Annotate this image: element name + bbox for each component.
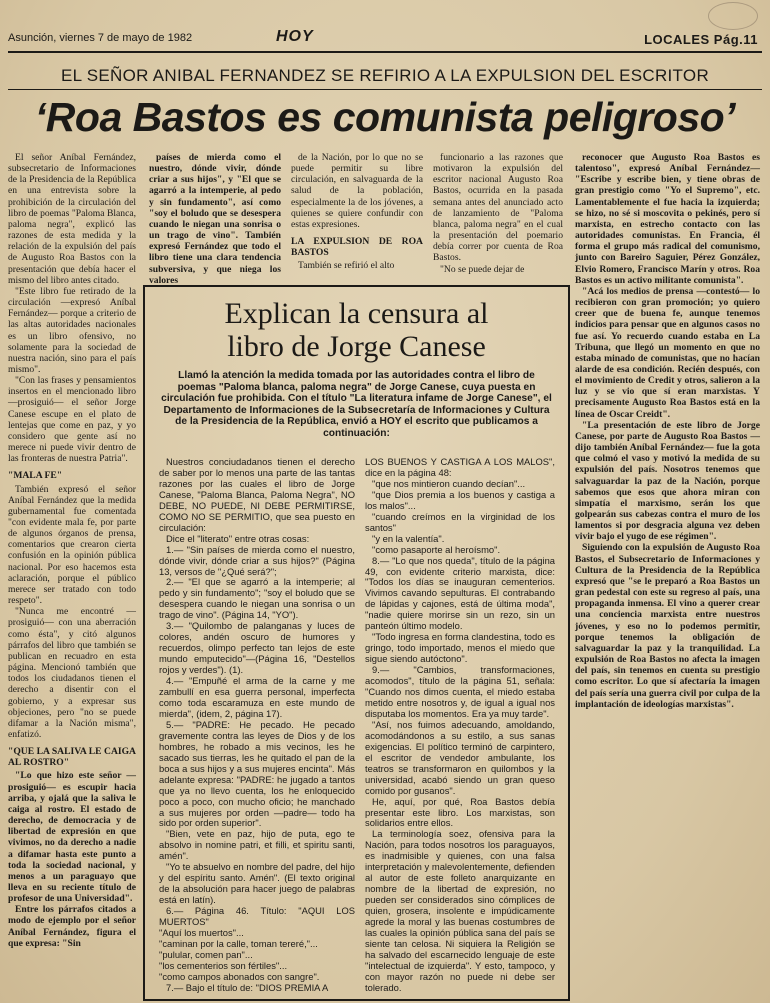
- masthead: [8, 28, 762, 50]
- paragraph: 1.— "Sin países de mierda como el nuestro, dónde vivir, dónde criar a sus hijos?" (Página 13, versos de "¿Qué será?";: [159, 543, 355, 577]
- paragraph: "que nos mintieron cuando decían"...: [372, 477, 526, 489]
- paragraph: "Yo te absuelvo en nombre del padre, del hijo y del espíritu santo. Amén". (El texto original de la absolución para hacer juego de palabras está en latín).: [159, 861, 355, 906]
- paragraph: "Este libro fue retirado de la circulación —expresó Aníbal Fernández— porque a criterio de las altas autoridades nacionales es un libro ofensivo, no solamente para la sociedad de nuestra nación, sino para el país mismo".: [8, 285, 136, 375]
- paragraph: "como pasaporte al heroísmo".: [372, 543, 501, 555]
- article-column-1: [8, 152, 136, 949]
- article-column-2: [149, 152, 281, 286]
- paragraph: "Así, nos fuimos adecuando, amoldando, acomodándonos a su estilo, a sus sanas exigencias. El político terminó de carpintero, el escritor de vendedor ambulante, los teatros se transformaron en quilombos y la universidad, acabó siendo un gran queso comido por gusanos".: [365, 718, 555, 796]
- paragraph: El señor Aníbal Fernández, subsecretario de Informaciones de la Presidencia de la República en una entrevista sobre la prohibición de la circulación del libro de poemas "Paloma Blanca, paloma negra", explicó las razones de esta medida y la relación de la expulsión del país de Augusto Roa Bastos con la presentación que debía hacer el mismo del libro antes citado.: [8, 152, 136, 286]
- masthead-rule: [8, 51, 762, 53]
- sidebar-lead: Llamó la atención la medida tomada por las autoridades contra el libro de poemas "Paloma blanca, paloma negra" de Jorge Canese, cuya puesta en circulación fue prohibida. Con el título "La literatura infame de Jorge Canese", el Departamento de Informaciones de la Subsecretaría de Informaciones y Cultura de la Presidencia de la República, envió a HOY el escrito que publicamos a continuación:: [161, 370, 552, 439]
- paragraph: LA EXPULSION DE ROA BASTOS: [291, 236, 423, 259]
- article-column-4: [433, 152, 563, 275]
- paragraph: "La presentación de este libro de Jorge Canese, por parte de Augusto Roa Bastos —dijo también Aníbal Fernández— fue la gota que colmó el vaso y motivó la medida de su expulsión del país. Nosotros tenemos que salvaguardar la paz de la Nación, porque sabemos que esos que ahora miran con simpatía el marxismo, serán los que golpearán sus cabezas contra el muro de los lamentos si por desgracia alguna vez deben vivir bajo el yugo de ese régimen".: [575, 419, 760, 543]
- paragraph: "cuando creímos en la virginidad de los santos": [365, 510, 555, 533]
- paragraph: "MALA FE": [8, 470, 63, 482]
- paragraph: "que Dios premia a los buenos y castiga a los malos"...: [365, 488, 555, 511]
- newspaper-logo: HOY: [276, 28, 314, 45]
- paragraph: reconocer que Augusto Roa Bastos es talentoso", expresó Aníbal Fernández— "Escribe y escribe bien, y tiene obras de gran prestigio como "Yo el Supremo", etc. Lamentablemente el fue hacia la izquierda; se hizo, no sé si moscovita o pekinés, pero sí marxista, en estrecho contacto con las autoridades comunistas. En Francia, él forma el grupo más radical del comunismo, junto con Bareiro Saguier, Pérez González, Elvio Romero, Francisco Marín y otros. Roa Bastos es un activo militante comunista".: [575, 152, 760, 286]
- paragraph: "los cementerios son fértiles"...: [159, 959, 288, 971]
- article-column-3: [291, 152, 423, 272]
- paragraph: "caminan por la calle, toman tereré,"...: [159, 937, 318, 949]
- paragraph: 6.— Página 46. Título: "AQUI LOS MUERTOS": [159, 905, 355, 928]
- paragraph: "Con las frases y pensamientos insertos en el mencionado libro —prosiguió— el señor Jorge Canese escupe en el plato de lentejas que come en paz, y yo considero que gente así no merece ni puede vivir dentro de las fronteras de nuestra Patria".: [8, 375, 136, 465]
- censorship-sidebar-box: [143, 285, 570, 1001]
- paragraph: 7.— Bajo el título de: "DIOS PREMIA A: [166, 981, 329, 993]
- sidebar-column-left: [159, 457, 355, 994]
- paragraph: "Bien, vete en paz, hijo de puta, ego te absolvo in nomine patri, et filli, et spiritu santi, amén".: [159, 828, 355, 862]
- sidebar-title: [145, 297, 568, 363]
- paragraph: También expresó el señor Aníbal Fernández que la medida gubernamental fue comentada "con evidente mala fe, por parte de algunos órganos de prensa, comentarios que crearon cierta confusión en la opinión pública nacional. Por eso hacemos esta aclaración, porque el público merece ser tratado con todo respeto".: [8, 483, 136, 607]
- paragraph: funcionario a las razones que motivaron la expulsión del escritor nacional Augusto Roa Bastos, ocurrida en la pasada semana antes del anunciado acto de lanzamiento de "Paloma blanca, paloma negra" en el cual la presentación del poemario debía correr por cuenta de Roa Bastos.: [433, 152, 563, 264]
- paragraph: También se refirió el alto: [298, 260, 395, 272]
- paragraph: "Lo que hizo este señor —prosiguió— es escupir hacia arriba, y ojalá que la saliva le caiga al rostro. El estado de derecho, de democracia y de libertad de expresión en que vivimos, no da derecho a nadie a difamar hasta este punto a toda la sociedad nacional, y menos a un paraguayo que lleva en su reciente título de profesor de una Universidad".: [8, 770, 136, 905]
- paragraph: "QUE LA SALIVA LE CAIGA AL ROSTRO": [8, 746, 136, 769]
- paragraph: Nuestros conciudadanos tienen el derecho de saber por lo menos una parte de las tantas razones por las cuales el libro de Jorge Canese, "Paloma Blanca, Paloma Negra", NO DEBE, NO PUEDE, NI DEBE PERMITIRSE, COMO NO SE PERMITIO, que sea puesto en circulación:: [159, 456, 355, 533]
- paragraph: Siguiendo con la expulsión de Augusto Roa Bastos, el Subsecretario de Informaciones y Cultura de la Presidencia de la República expresó que "se le preparó a Roa Bastos un gran pedestal con este su regreso al país, una propaganda inmensa. El vino a querer crear una conciencia marxista entre nuestros jóvenes, y eso no lo podemos permitir, porque tenemos la obligación de salvaguardar la paz y la tranquilidad. La expulsión de Roa Bastos no afecta la imagen del país, sin tenemos en cuenta su prestigio como escritor. Lo que sí afectaría la imagen del país sería una guerra civil por culpa de la implantación de ideologías marxistas".: [575, 542, 760, 710]
- paragraph: 5.— "PADRE: He pecado. He pecado gravemente contra las leyes de Dios y de los hombres, he robado a mis vecinos, les he sacado sus tierras, les he quitado el pan de la boca a sus hijos y a sus mujeres encinta". Más adelante expresa: "PADRE: he jugado a tantos que ya no llevo cuenta, los he enloquecido poco a poco, con mucho oficio; he manchado a sus mujeres por orden —padre— todo ha sido por orden superior".: [159, 718, 355, 829]
- masthead-date: Asunción, viernes 7 de mayo de 1982: [8, 32, 193, 44]
- paragraph: "y en la valentía".: [372, 532, 445, 544]
- paragraph: "Acá los medios de prensa —contestó— lo recibieron con gran promoción; yo quiero creer que de buena fe, aunque tenemos indicios para pensar que en algunos casos no fue así. Yo recuerdo cuando estaba en La Tribuna, que llegó un momento en que no estaba minado de comunistas, que no hacían alarde de esa condición. Recién después, con el movimiento de Credit y otros, salieron a la luz y se vio que sí eran marxistas. Y precisamente Augusto Roa Bastos está en la línea de Oscar Creidt".: [575, 285, 760, 420]
- kicker-rule: [8, 89, 762, 90]
- paragraph: países de mierda como el nuestro, dónde vivir, dónde criar a sus hijos", y "El que se agarró a la intemperie, al pedo y sin fundamento", así como "soy el boludo que se desespera cuando le niegan una sonrisa o un trago de vino". También expresó Fernández que todo el libro tiene una clara tendencia subversiva, y que niega los valores: [149, 152, 281, 286]
- paragraph: "Nunca me encontré —prosiguió— con una aberración como ésta", y citó algunos párrafos del libro que también se publican en recuadro en esta página. Mencionó también que todos los ciudadanos tienen el derecho a disentir con el gobierno, y a expresar sus objeciones, pero "no se puede difamar a la Nación misma", enfatizó.: [8, 606, 136, 740]
- paragraph: 8.— "Lo que nos queda", título de la página 49, con evidente criterio marxista, dice: "Todos los días se inauguran cementerios. Vivimos cavando sepulturas. El contrabando de lápidas y cajones, está de última moda", "nadie quiere morirse sin un rezo, sin un panteón último modelo.: [365, 554, 555, 632]
- paragraph: He, aquí, por qué, Roa Bastos debía presentar este libro. Los marxistas, son solidarios entre ellos.: [365, 795, 555, 829]
- paragraph: "No se puede dejar de: [440, 263, 525, 275]
- paragraph: Entre los párrafos citados a modo de ejemplo por el señor Aníbal Fernández, figura el que expresa: "Sin: [8, 904, 136, 949]
- paragraph: Dice el "literato" entre otras cosas:: [166, 532, 310, 544]
- paragraph: 2.— "El que se agarró a la intemperie; al pedo y sin fundamento"; "soy el boludo que se desespera cuando le niegan una sonrisa o un trago de vino". (Página 14, "YO").: [159, 576, 355, 621]
- main-headline: ‘Roa Bastos es comunista peligroso’: [34, 94, 736, 140]
- paragraph: "como campos abonados con sangre".: [159, 970, 320, 982]
- sidebar-title-line-1: Explican la censura al: [224, 297, 489, 330]
- paragraph: de la Nación, por lo que no se puede permitir su libre circulación, en salvaguarda de la salud de la población, especialmente la de los jóvenes, a quienes se quiere confundir con estas expresiones.: [291, 152, 423, 230]
- paragraph: "pulular, comen pan"...: [159, 948, 253, 960]
- article-column-5: [575, 152, 760, 710]
- section-page-label: LOCALES Pág.11: [644, 32, 758, 47]
- kicker-headline: EL SEÑOR ANIBAL FERNANDEZ SE REFIRIO A LA EXPULSION DEL ESCRITOR: [60, 66, 710, 85]
- paragraph: "Aquí los muertos"...: [159, 926, 244, 938]
- paragraph: 3.— "Quilombo de palanganas y luces de colores, andén oscuro de humores y recuerdos, olimpo perfecto tan lejos de este mundo emputecido"—(Página 16, "Destellos rojos y verdes"). (1).: [159, 620, 355, 676]
- sidebar-column-right: [365, 457, 555, 994]
- ink-stamp-mark: [708, 2, 758, 30]
- paragraph: "Todo ingresa en forma clandestina, todo es gringo, todo importado, menos el miedo que sigue siendo autóctono".: [365, 631, 555, 665]
- paragraph: 4.— "Empuñé el arma de la carne y me zambullí en esa guerra personal, imperfecta como toda escaramuza en este mundo de mierda", (idem, 2, página 17).: [159, 675, 355, 719]
- sidebar-title-line-2: libro de Jorge Canese: [227, 330, 486, 363]
- paragraph: LOS BUENOS Y CASTIGA A LOS MALOS", dice en la página 48:: [365, 456, 555, 478]
- paragraph: La terminología soez, ofensiva para la Nación, para todos nosotros los paraguayos, es inadmisible y quienes, con una falsa interpretación y malevolentemente, defienden al autor de este folleto anarquizante en nombre de la libertad de expresión, no pueden ser considerados sino cómplices de quien, grosera, insolente e impúdicamente agrede la moral y las buenas costumbres de las cuales la opinión pública sana del país se siente tan celosa. Ni siquiera la Religión se ha salvado del escarnecido lenguaje de este "intelectual de izquierda". Y esto, tampoco, y con mayor razón no puede ni debe ser tolerado.: [365, 828, 555, 993]
- paragraph: 9.— "Cambios, transformaciones, acomodos", título de la página 51, señala: "Cuando nos dimos cuenta, el miedo estaba metido entre nosotros y, de igual a igual nos disputaba los momentos. Era ya muy tarde".: [365, 664, 555, 719]
